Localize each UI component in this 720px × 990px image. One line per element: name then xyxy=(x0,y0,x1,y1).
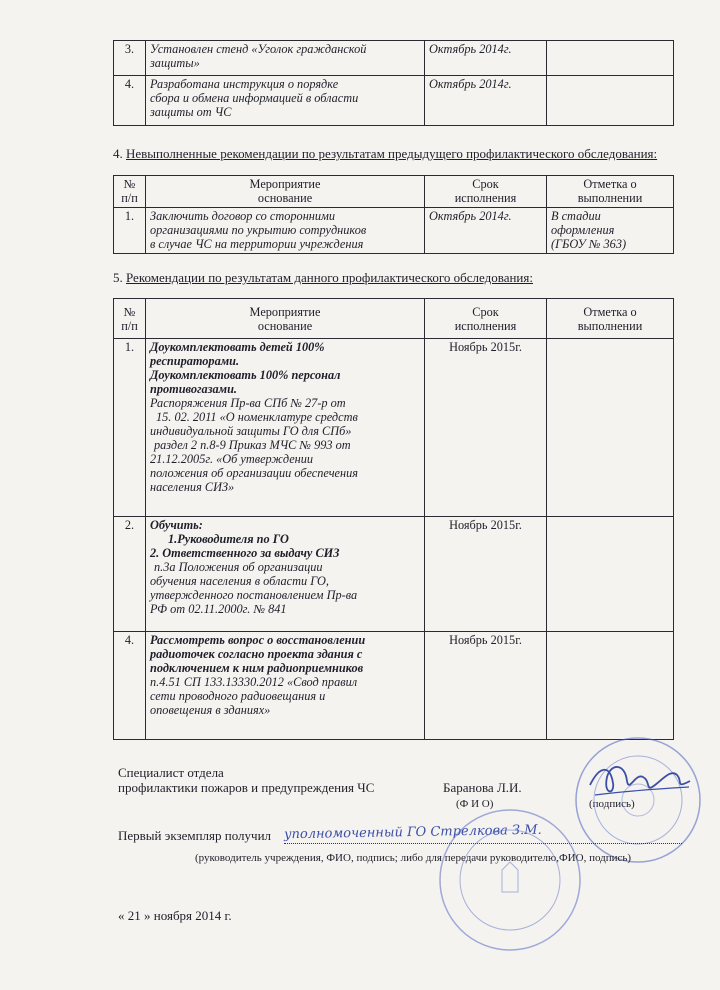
document-date: « 21 » ноября 2014 г. xyxy=(118,908,232,923)
header-event: Мероприятие основание xyxy=(146,299,425,339)
row-mark xyxy=(547,339,674,517)
role-line-1: Специалист отдела xyxy=(118,765,224,780)
header-num: № п/п xyxy=(114,299,146,339)
row-deadline: Ноябрь 2015г. xyxy=(425,632,547,740)
table-row xyxy=(114,517,674,632)
row-event: Установлен стенд «Уголок гражданской защиты» xyxy=(146,41,425,76)
table-header-row xyxy=(114,176,674,208)
header-num: № п/п xyxy=(114,176,146,208)
table-unfulfilled xyxy=(113,175,674,254)
header-event: Мероприятие основание xyxy=(146,176,425,208)
header-mark: Отметка о выполнении xyxy=(547,299,674,339)
table-completed xyxy=(113,40,674,126)
row-event: Заключить договор со сторонними организациями по укрытию сотрудников в случае ЧС на территории учреждения xyxy=(146,208,425,254)
received-note: (руководитель учреждения, ФИО, подпись; либо для передачи руководителю,ФИО, подпись) xyxy=(195,852,632,864)
table-row xyxy=(114,339,674,517)
row-mark xyxy=(547,632,674,740)
row-event: Разработана инструкция о порядке сбора и обмена информацией в области защиты от ЧС xyxy=(146,76,425,126)
row-deadline: Ноябрь 2015г. xyxy=(425,339,547,517)
header-deadline: Срок исполнения xyxy=(425,299,547,339)
signature-scribble xyxy=(585,755,695,805)
row-number: 1. xyxy=(114,208,146,254)
signature-label: (подпись) xyxy=(589,798,635,810)
row-event: Рассмотреть вопрос о восстановлении радиоточек согласно проекта здания с подключением к ним радиоприемников п.4.51 СП 133.13330.2012 «Свод правил сети проводного радиовещания и оповещения в зданиях» xyxy=(146,632,425,740)
received-handwritten: уполномоченный ГО Стрелкова З.М. xyxy=(283,822,542,843)
table-row xyxy=(114,632,674,740)
section-5-caption: 5. Рекомендации по результатам данного профилактического обследования: xyxy=(113,270,533,285)
section-4-title: Невыполненные рекомендации по результатам предыдущего профилактического обследования: xyxy=(126,146,658,161)
row-mark xyxy=(547,41,674,76)
row-event: Доукомплектовать детей 100% респираторами. Доукомплектовать 100% персонал противогазами. Распоряжения Пр-ва СПб № 27-р от 15. 02. 2011 «О номенклатуре средств индивидуальной защиты ГО для СПб» раздел 2 п.8-9 Приказ МЧС № 993 от 21.12.2005г. «Об утверждении положения об организации обеспечения населения СИЗ» xyxy=(146,339,425,517)
fio-label: (Ф И О) xyxy=(456,798,494,810)
row-number: 4. xyxy=(114,76,146,126)
round-stamp-lower xyxy=(430,800,590,960)
header-mark: Отметка о выполнении xyxy=(547,176,674,208)
row-deadline: Ноябрь 2015г. xyxy=(425,517,547,632)
received-label: Первый экземпляр получил xyxy=(118,828,272,843)
row-number: 3. xyxy=(114,41,146,76)
table-row xyxy=(114,76,674,126)
specialist-name: Баранова Л.И. xyxy=(443,780,522,795)
table-recommendations xyxy=(113,298,674,740)
row-mark xyxy=(547,517,674,632)
table-header-row xyxy=(114,299,674,339)
header-deadline: Срок исполнения xyxy=(425,176,547,208)
section-4-caption: 4. Невыполненные рекомендации по результатам предыдущего профилактического обследования: xyxy=(113,146,658,161)
row-mark: В стадии оформления (ГБОУ № 363) xyxy=(547,208,674,254)
table-row xyxy=(114,41,674,76)
section-5-title: Рекомендации по результатам данного профилактического обследования: xyxy=(126,270,533,285)
row-number: 1. xyxy=(114,339,146,517)
row-deadline: Октябрь 2014г. xyxy=(425,76,547,126)
table-row xyxy=(114,208,674,254)
specialist-role xyxy=(118,765,374,795)
row-number: 4. xyxy=(114,632,146,740)
row-event: Обучить: 1.Руководителя по ГО 2. Ответственного за выдачу СИЗ п.3а Положения об организации обучения населения в области ГО, утвержденного постановлением Пр-ва РФ от 02.11.2000г. № 841 xyxy=(146,517,425,632)
row-mark xyxy=(547,76,674,126)
row-number: 2. xyxy=(114,517,146,632)
role-line-2: профилактики пожаров и предупреждения ЧС xyxy=(118,780,375,795)
row-deadline: Октябрь 2014г. xyxy=(425,41,547,76)
row-deadline: Октябрь 2014г. xyxy=(425,208,547,254)
